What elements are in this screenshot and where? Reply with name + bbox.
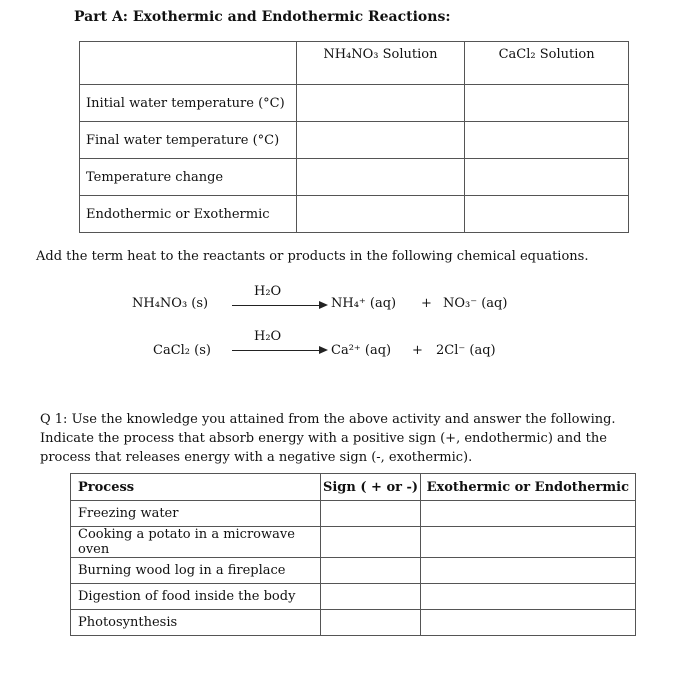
process-photosynthesis: Photosynthesis (71, 610, 321, 636)
eq2-arrow-head (319, 346, 328, 354)
table-row (71, 610, 636, 636)
nh4no3-initial-temp-cell[interactable] (296, 85, 465, 122)
sign-column-header: Sign ( + or -) (321, 474, 420, 501)
eq1-arrow-head (319, 301, 328, 309)
table-row (80, 122, 629, 159)
eq2-arrow (232, 350, 320, 351)
exo-endo-cell[interactable] (420, 558, 635, 584)
table-header-blank (80, 42, 297, 85)
nh4no3-temp-change-cell[interactable] (296, 159, 465, 196)
exo-endo-cell[interactable] (420, 501, 635, 527)
process-burning-wood: Burning wood log in a fireplace (71, 558, 321, 584)
eq2-reactant: CaCl₂ (s) (153, 343, 211, 358)
nh4no3-final-temp-cell[interactable] (296, 122, 465, 159)
sign-cell[interactable] (321, 527, 420, 558)
instruction-text: Add the term heat to the reactants or products in the following chemical equations. (36, 249, 589, 264)
exo-endo-column-header: Exothermic or Endothermic (420, 474, 635, 501)
process-sign-table (70, 473, 636, 636)
process-digestion: Digestion of food inside the body (71, 584, 321, 610)
temperature-data-table (79, 41, 629, 233)
cacl2-final-temp-cell[interactable] (465, 122, 629, 159)
cacl2-column-header: CaCl₂ Solution (465, 42, 629, 85)
row-label-temp-change: Temperature change (80, 159, 297, 196)
eq1-product-1: NH₄⁺ (aq) (331, 296, 397, 311)
exo-endo-cell[interactable] (420, 610, 635, 636)
part-a-heading: Part A: Exothermic and Endothermic Reactions: (74, 9, 451, 25)
process-column-header: Process (71, 474, 321, 501)
eq2-product-1: Ca²⁺ (aq) (331, 343, 392, 358)
process-freezing-water: Freezing water (71, 501, 321, 527)
eq1-condition: H₂O (254, 284, 282, 299)
eq1-reactant: NH₄NO₃ (s) (132, 296, 209, 311)
cacl2-temp-change-cell[interactable] (465, 159, 629, 196)
row-label-endo-exo: Endothermic or Exothermic (80, 196, 297, 233)
row-label-initial-temp: Initial water temperature (°C) (80, 85, 297, 122)
question-1-text: Q 1: Use the knowledge you attained from the above activity and answer the following. Indicate the process that absorb energy with a positive sign (+, endothermic) and the process that releases energy with a negative sign (-, exothermic). (40, 412, 616, 465)
cacl2-endo-exo-cell[interactable] (465, 196, 629, 233)
eq1-product-2: NO₃⁻ (aq) (443, 296, 508, 311)
table-row (71, 584, 636, 610)
cacl2-initial-temp-cell[interactable] (465, 85, 629, 122)
eq2-condition: H₂O (254, 329, 282, 344)
eq2-plus: + (412, 343, 423, 358)
sign-cell[interactable] (321, 584, 420, 610)
sign-cell[interactable] (321, 610, 420, 636)
exo-endo-cell[interactable] (420, 527, 635, 558)
process-cooking-potato: Cooking a potato in a microwave oven (71, 527, 321, 558)
table-row (80, 85, 629, 122)
nh4no3-endo-exo-cell[interactable] (296, 196, 465, 233)
table-header-row (71, 474, 636, 501)
table-header-row (80, 42, 629, 85)
table-row (80, 196, 629, 233)
table-row (80, 159, 629, 196)
table-row (71, 501, 636, 527)
eq1-arrow (232, 305, 320, 306)
table-row (71, 558, 636, 584)
eq2-product-2: 2Cl⁻ (aq) (436, 343, 496, 358)
table-row (71, 527, 636, 558)
sign-cell[interactable] (321, 501, 420, 527)
row-label-final-temp: Final water temperature (°C) (80, 122, 297, 159)
exo-endo-cell[interactable] (420, 584, 635, 610)
sign-cell[interactable] (321, 558, 420, 584)
eq1-plus: + (421, 296, 432, 311)
nh4no3-column-header: NH₄NO₃ Solution (296, 42, 465, 85)
